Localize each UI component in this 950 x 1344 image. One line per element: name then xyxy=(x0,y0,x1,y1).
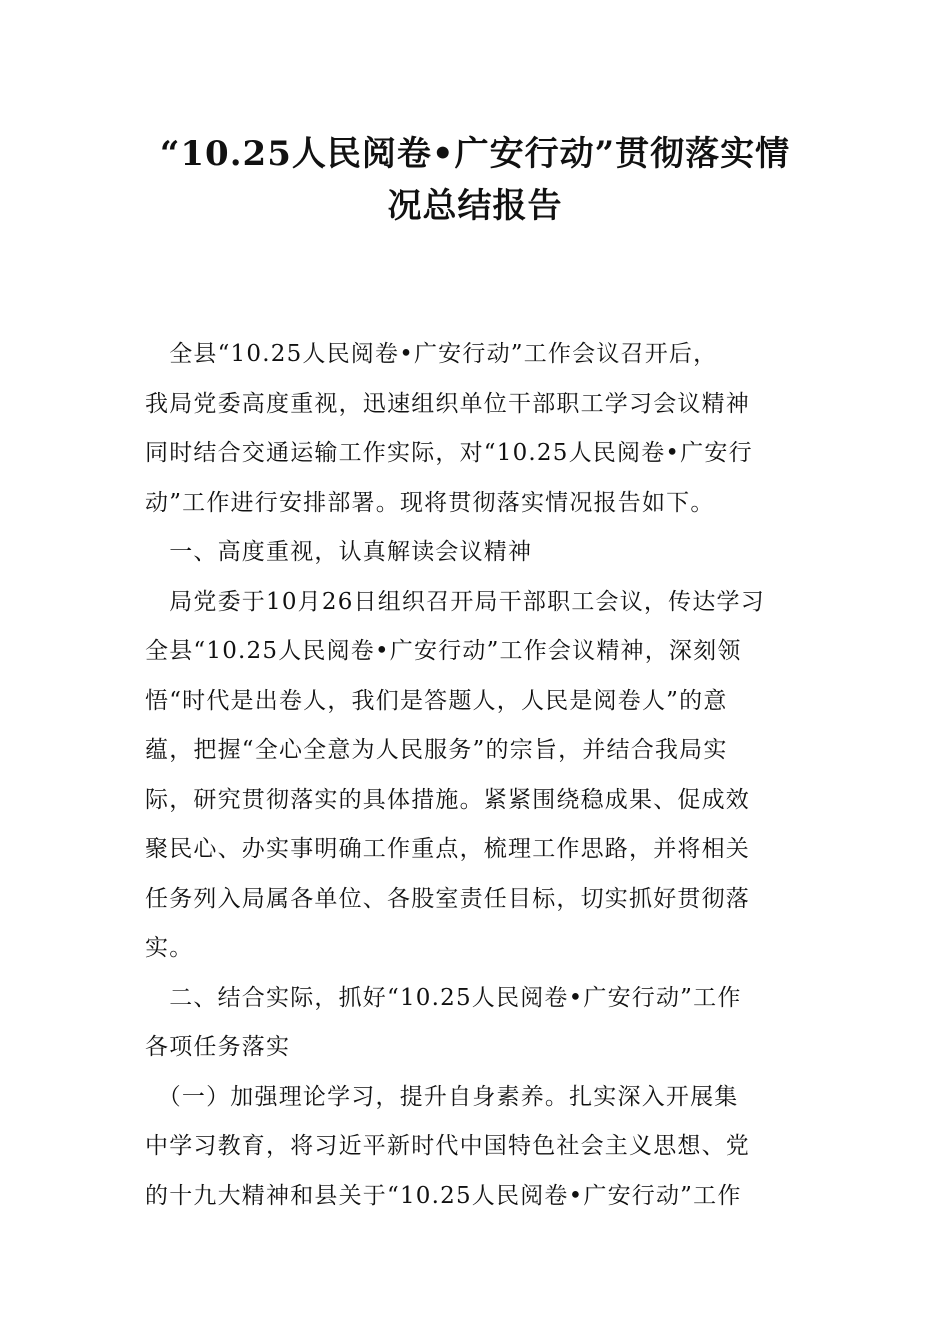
text-line: 实。 xyxy=(145,935,194,961)
text-line: 任务列入局属各单位、各股室责任目标，切实抓好贯彻落 xyxy=(145,885,750,912)
heading-line: 二、结合实际，抓好“10.25人民阅卷•广安行动”工作 xyxy=(145,984,742,1011)
section-heading-2 xyxy=(145,974,805,1073)
text-line: 全县“10.25人民阅卷•广安行动”工作会议召开后， xyxy=(145,341,718,367)
text-line: 聚民心、办实事明确工作重点，梳理工作思路，并将相关 xyxy=(145,836,750,862)
text-line: 动”工作进行安排部署。现将贯彻落实情况报告如下。 xyxy=(145,489,715,516)
text-line: 际，研究贯彻落实的具体措施。紧紧围绕稳成果、促成效 xyxy=(145,786,750,813)
paragraph-subsection-1 xyxy=(145,1073,805,1222)
text-line: （一）加强理论学习，提升自身素养。扎实深入开展集 xyxy=(145,1083,739,1110)
section-heading-1 xyxy=(145,528,805,578)
text-line: 悟“时代是出卷人，我们是答题人，人民是阅卷人”的意 xyxy=(145,687,728,714)
paragraph-intro xyxy=(145,330,805,528)
title-line-1: “10.25人民阅卷•广安行动”贯彻落实情 xyxy=(159,134,791,174)
document-title xyxy=(120,128,830,232)
text-line: 全县“10.25人民阅卷•广安行动”工作会议精神，深刻领 xyxy=(145,638,742,664)
text-line: 同时结合交通运输工作实际，对“10.25人民阅卷•广安行 xyxy=(145,440,753,466)
paragraph-section-1 xyxy=(145,578,805,974)
text-line: 蕴，把握“全心全意为人民服务”的宗旨，并结合我局实 xyxy=(145,737,728,763)
text-line: 局党委于10月26日组织召开局干部职工会议，传达学习 xyxy=(145,588,765,615)
heading-line: 各项任务落实 xyxy=(145,1034,291,1060)
text-line: 中学习教育，将习近平新时代中国特色社会主义思想、党 xyxy=(145,1133,750,1159)
text-line: 我局党委高度重视，迅速组织单位干部职工学习会议精神 xyxy=(145,390,750,417)
title-line-2: 况总结报告 xyxy=(387,186,563,226)
heading-line: 一、高度重视，认真解读会议精神 xyxy=(145,539,533,565)
document-body xyxy=(145,330,805,1221)
text-line: 的十九大精神和县关于“10.25人民阅卷•广安行动”工作 xyxy=(145,1182,742,1209)
